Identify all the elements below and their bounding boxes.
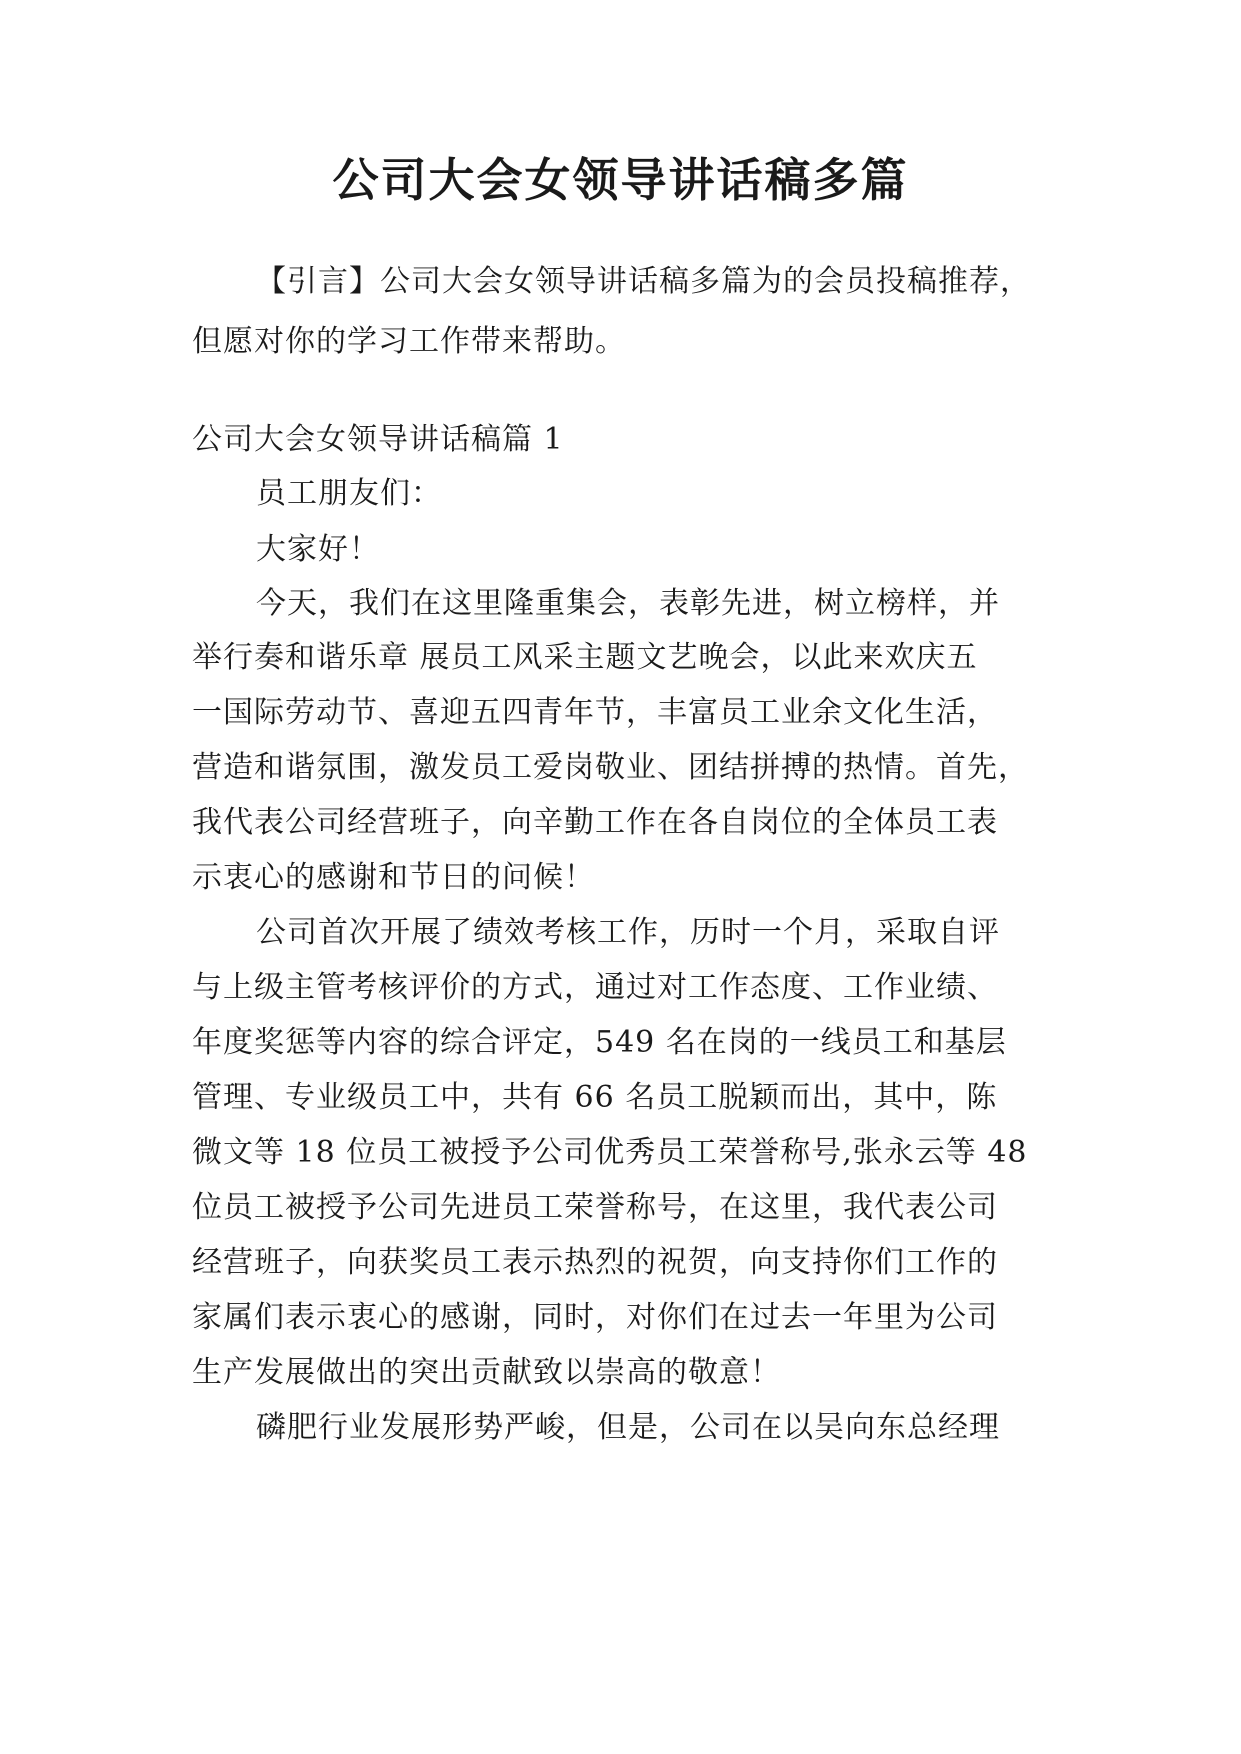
paragraph-line: 管理、专业级员工中，共有 66 名员工脱颖而出，其中，陈 (192, 1080, 998, 1115)
salutation: 大家好！ (256, 532, 380, 567)
paragraph-line: 公司首次开展了绩效考核工作，历时一个月，采取自评 (256, 915, 1000, 950)
paragraph-line: 一国际劳动节、喜迎五四青年节，丰富员工业余文化生活， (192, 695, 998, 730)
paragraph-line: 位员工被授予公司先进员工荣誉称号，在这里，我代表公司 (192, 1190, 998, 1225)
paragraph-line: 举行奏和谐乐章 展员工风采主题文艺晚会，以此来欢庆五 (192, 640, 978, 675)
paragraph-line: 微文等 18 位员工被授予公司优秀员工荣誉称号,张永云等 48 (192, 1135, 1028, 1170)
paragraph-line: 今天，我们在这里隆重集会，表彰先进，树立榜样，并 (256, 586, 1000, 621)
section-heading: 公司大会女领导讲话稿篇 1 (192, 422, 564, 457)
paragraph-line: 示衷心的感谢和节日的问候！ (192, 860, 595, 895)
paragraph-line: 磷肥行业发展形势严峻，但是，公司在以吴向东总经理 (256, 1410, 1000, 1445)
paragraph-line: 生产发展做出的突出贡献致以崇高的敬意！ (192, 1355, 781, 1390)
paragraph-line: 营造和谐氛围，激发员工爱岗敬业、团结拼搏的热情。首先， (192, 750, 1029, 785)
paragraph-line: 家属们表示衷心的感谢，同时，对你们在过去一年里为公司 (192, 1300, 998, 1335)
intro-line: 【引言】公司大会女领导讲话稿多篇为的会员投稿推荐， (256, 264, 1031, 299)
intro-line: 但愿对你的学习工作带来帮助。 (192, 324, 626, 359)
paragraph-line: 与上级主管考核评价的方式，通过对工作态度、工作业绩、 (192, 970, 998, 1005)
paragraph-line: 年度奖惩等内容的综合评定，549 名在岗的一线员工和基层 (192, 1025, 1007, 1060)
paragraph-line: 我代表公司经营班子，向辛勤工作在各自岗位的全体员工表 (192, 805, 998, 840)
greeting: 员工朋友们： (256, 476, 442, 511)
document-title: 公司大会女领导讲话稿多篇 (332, 153, 909, 207)
paragraph-line: 经营班子，向获奖员工表示热烈的祝贺，向支持你们工作的 (192, 1245, 998, 1280)
